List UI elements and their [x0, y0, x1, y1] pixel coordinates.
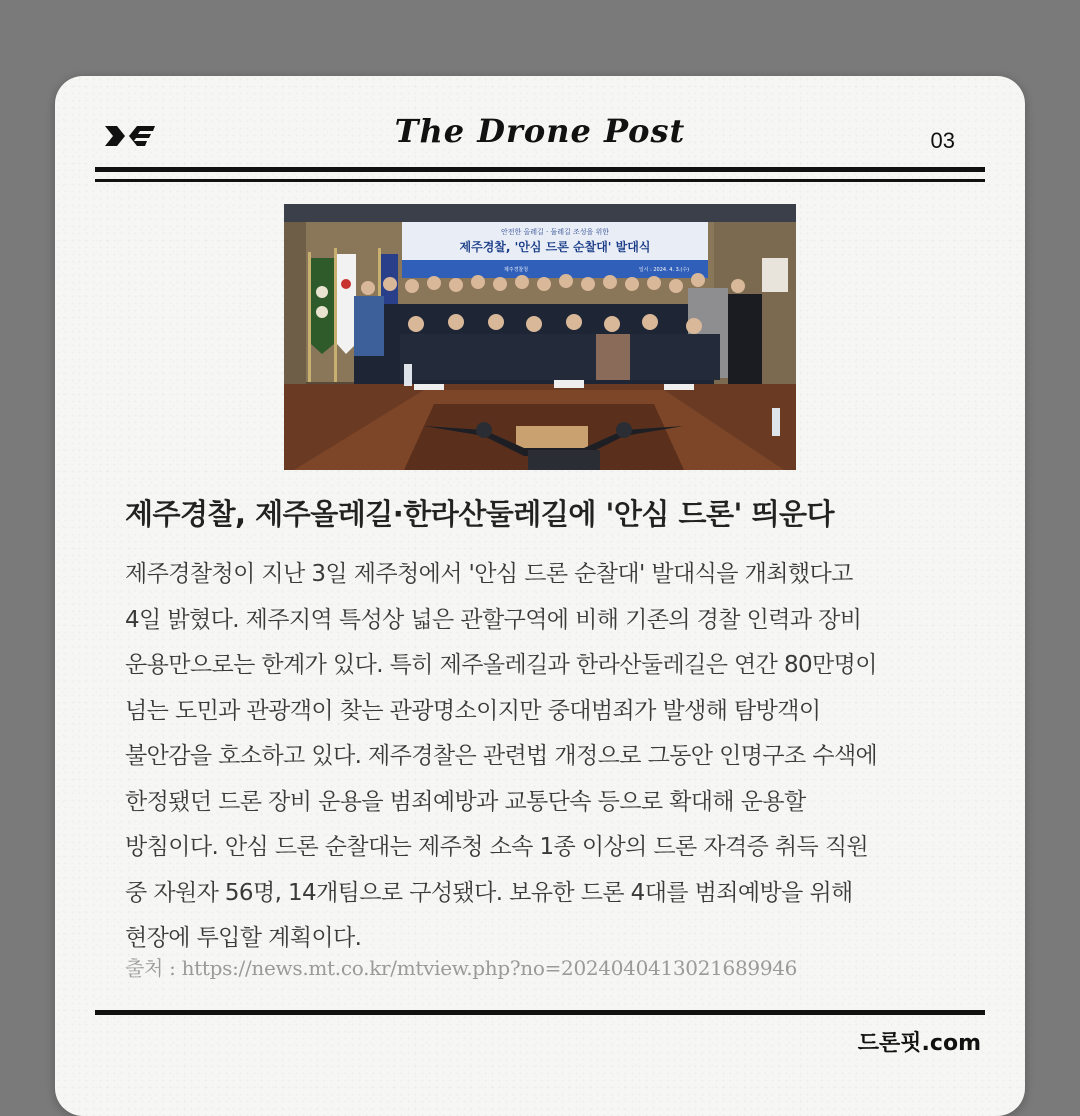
banner-date: 일시 : 2024. 4. 3.(수): [638, 267, 690, 273]
body-line: 현장에 투입할 계획이다.: [125, 925, 362, 951]
body-line: 불안감을 호소하고 있다. 제주경찰은 관련법 개정으로 그동안 인명구조 수색에: [125, 743, 878, 769]
article-headline: 제주경찰, 제주올레길·한라산둘레길에 '안심 드론' 띄운다: [125, 497, 834, 531]
banner-subtitle: 안전한 올레길 · 둘레길 조성을 위한: [500, 228, 610, 236]
banner-title: 제주경찰, '안심 드론 순찰대' 발대식: [459, 240, 651, 254]
body-line: 방침이다. 안심 드론 순찰대는 제주청 소속 1종 이상의 드론 자격증 취득 직원: [125, 834, 869, 860]
body-line: 한정됐던 드론 장비 운용을 범죄예방과 교통단속 등으로 확대해 운용할: [125, 788, 806, 815]
article-body: [125, 552, 965, 962]
body-line: 4일 밝혔다. 제주지역 특성상 넓은 관할구역에 비해 기존의 경찰 인력과 장비: [125, 606, 862, 633]
body-line: 제주경찰청이 지난 3일 제주청에서 '안심 드론 순찰대' 발대식을 개최했다고: [125, 561, 853, 587]
masthead-title: The Drone Post: [394, 112, 686, 150]
article-photo: [284, 204, 796, 470]
body-line: 넘는 도민과 관광객이 찾는 관광명소이지만 중대범죄가 발생해 탐방객이: [125, 697, 821, 724]
source-citation: 출처 : https://news.mt.co.kr/mtview.php?no=2024040413021689946: [125, 956, 798, 980]
top-divider-thin: [95, 179, 985, 182]
body-line: 운용만으로는 한계가 있다. 특히 제주올레길과 한라산둘레길은 연간 80만명이: [125, 652, 877, 678]
banner-org: 제주경찰청: [503, 267, 529, 273]
bottom-divider: [95, 1010, 985, 1015]
body-line: 중 자원자 56명, 14개팀으로 구성됐다. 보유한 드론 4대를 범죄예방을 위해: [125, 879, 853, 906]
article-card: [55, 76, 1025, 1116]
site-url: 드론핏.com: [857, 1031, 981, 1056]
page-number: 03: [930, 128, 955, 153]
top-divider-thick: [95, 167, 985, 172]
